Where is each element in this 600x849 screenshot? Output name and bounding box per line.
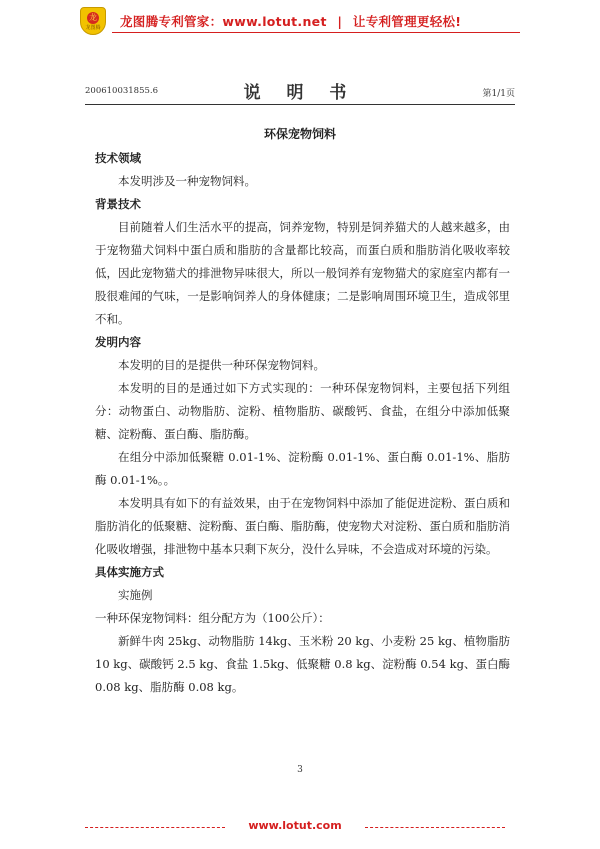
paragraph: 一种环保宠物饲料：组分配方为（100公斤）： xyxy=(95,611,330,625)
paragraph: 本发明的目的是提供一种环保宠物饲料。 xyxy=(118,358,325,372)
banner-divider xyxy=(112,32,520,33)
paragraph: 在组分中添加低聚糖 0.01-1%、淀粉酶 0.01-1%、蛋白酶 0.01-1%、脂肪酶 0.01-1%。。 xyxy=(95,450,510,487)
banner-separator: | xyxy=(337,14,343,29)
logo-text: 龙图腾 xyxy=(85,25,101,31)
section-heading-tech-field: 技术领域 xyxy=(95,151,141,165)
paragraph: 实施例 xyxy=(118,588,153,602)
logo-seal: 龙 xyxy=(89,13,97,22)
paragraph: 新鲜牛肉 25kg、动物脂肪 14kg、玉米粉 20 kg、小麦粉 25 kg、植物脂肪 10 kg、碳酸钙 2.5 kg、食盐 1.5kg、低聚糖 0.8 kg、淀粉酶 0.54 kg、蛋白酶 0.08 kg、脂肪酶 0.08 kg。 xyxy=(95,634,510,694)
page-indicator: 第1/1页 xyxy=(482,89,515,99)
banner-text xyxy=(120,12,461,30)
paragraph: 本发明涉及一种宠物饲料。 xyxy=(118,174,256,188)
paragraph: 本发明具有如下的有益效果，由于在宠物饲料中添加了能促进淀粉、蛋白质和脂肪消化的低聚糖、淀粉酶、蛋白酶、脂肪酶，使宠物犬对淀粉、蛋白质和脂肪消化吸收增强，排泄物中基本只剩下灰分，没什么异味，不会造成对环境的污染。 xyxy=(95,496,510,556)
document-title: 环保宠物饲料 xyxy=(263,127,336,141)
section-heading-embodiment: 具体实施方式 xyxy=(95,565,164,579)
page-number: 3 xyxy=(297,765,303,775)
footer xyxy=(0,818,600,838)
footer-rule-right xyxy=(365,827,505,828)
top-banner xyxy=(0,0,600,40)
document-body xyxy=(95,147,510,699)
banner-slogan: 让专利管理更轻松! xyxy=(352,14,462,29)
header-rule xyxy=(85,104,515,105)
banner-link[interactable]: 龙图腾专利管家：www.lotut.net xyxy=(120,14,327,29)
application-number: 200610031855.6 xyxy=(85,86,159,96)
paragraph: 本发明的目的是通过如下方式实现的：一种环保宠物饲料，主要包括下列组分：动物蛋白、动物脂肪、淀粉、植物脂肪、碳酸钙、食盐，在组分中添加低聚糖、淀粉酶、蛋白酶、脂肪酶。 xyxy=(95,381,510,441)
paragraph: 目前随着人们生活水平的提高，饲养宠物，特别是饲养猫犬的人越来越多，由于宠物猫犬饲料中蛋白质和脂肪的含量都比较高，而蛋白质和脂肪消化吸收率较低，因此宠物猫犬的排泄物异味很大，所以一般饲养有宠物猫犬的家庭室内都有一股很难闻的气味，一是影响饲养人的身体健康；二是影响周围环境卫生，造成邻里不和。 xyxy=(95,220,510,326)
section-heading-background: 背景技术 xyxy=(95,197,141,211)
footer-link[interactable]: www.lotut.com xyxy=(248,819,342,832)
footer-rule-left xyxy=(85,827,225,828)
lotut-logo-icon xyxy=(80,7,106,35)
doc-type-title: 说 明 书 xyxy=(243,83,357,103)
section-heading-summary: 发明内容 xyxy=(95,335,141,349)
